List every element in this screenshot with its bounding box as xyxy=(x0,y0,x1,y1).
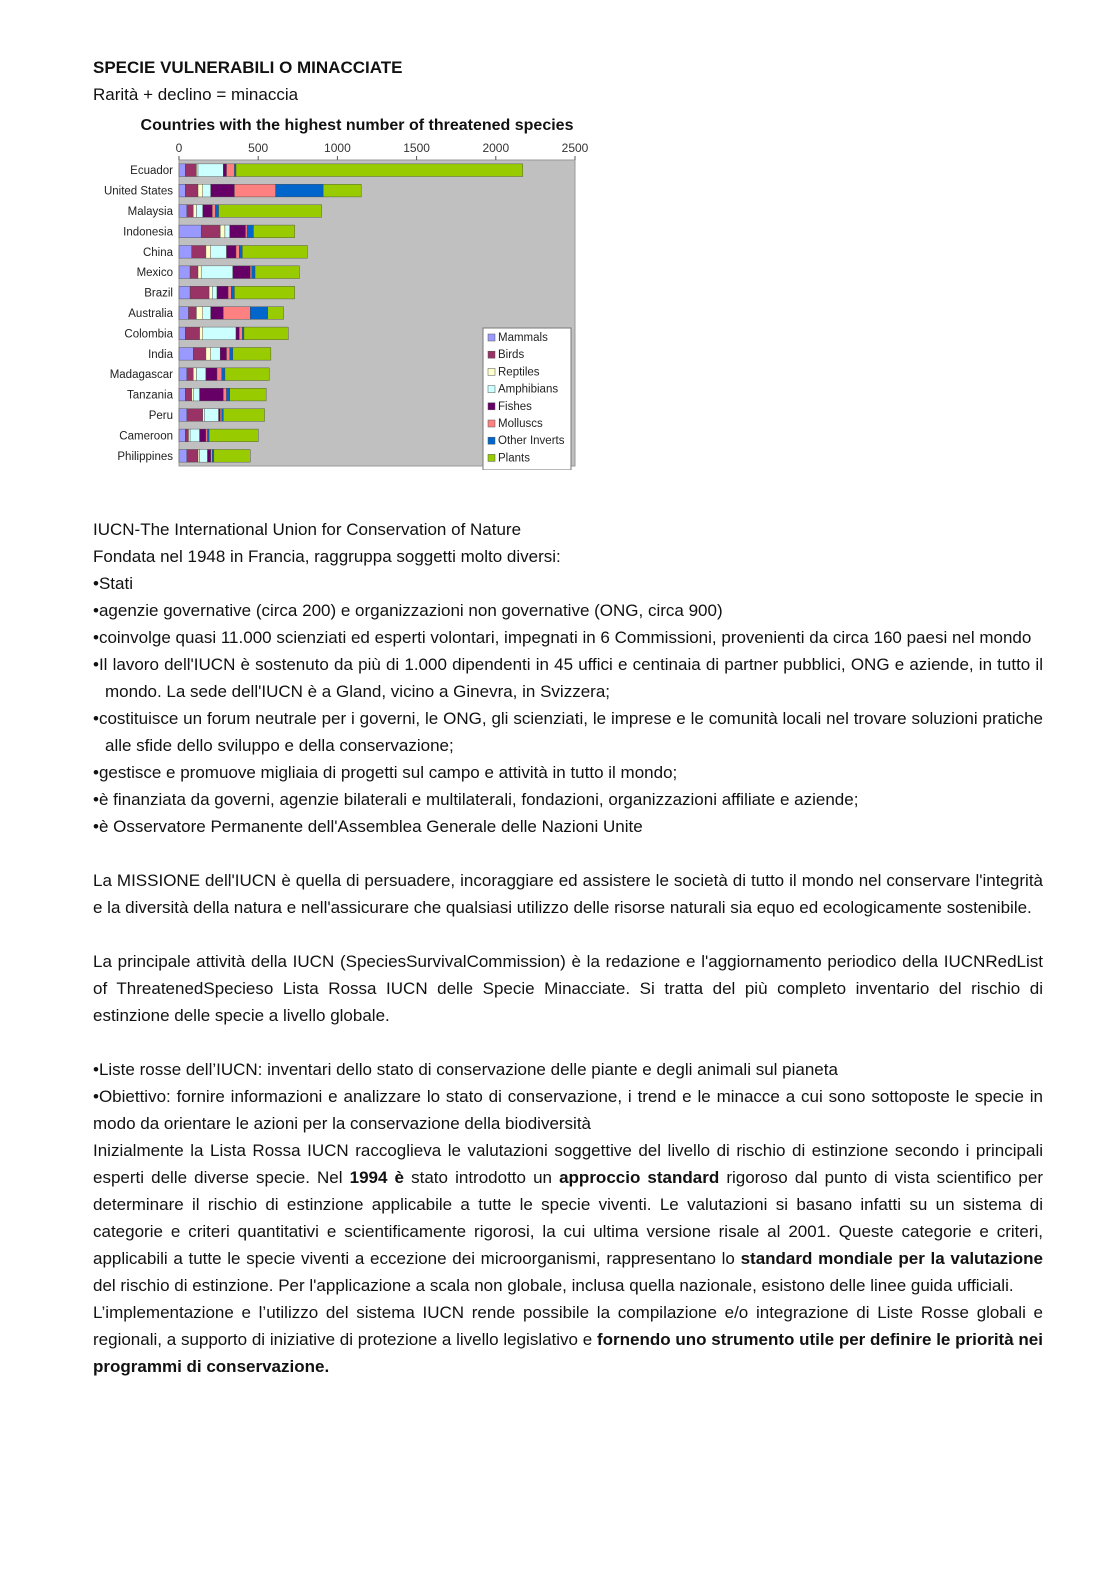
bar-segment xyxy=(236,164,523,177)
bar-segment xyxy=(211,184,235,197)
bar-segment xyxy=(244,327,288,340)
x-tick-label: 2500 xyxy=(561,141,589,155)
bar-segment xyxy=(206,368,217,381)
bar-segment xyxy=(193,205,196,218)
legend-entry: Amphibians xyxy=(498,383,559,396)
bar-segment xyxy=(239,327,242,340)
list-item: •Stati xyxy=(93,574,133,593)
list-item: •Obiettivo: fornire informazioni e analizzare lo stato di conservazione, i trend e le minacce a cui sono sottoposte le specie in modo da orientare le azioni per la conservazione della biodiversità xyxy=(93,1087,1043,1133)
bar-segment xyxy=(211,449,213,462)
category-label: Ecuador xyxy=(130,165,173,178)
activity-paragraph: La principale attività della IUCN (SpeciesSurvivalCommission) è la redazione e l'aggiornamento periodico della IUCNRedList of ThreatenedSpecieso Lista Rossa IUCN delle Specie Minacciate. Si tratta del più completo inventario del rischio di estinzione delle specie a livello globale. xyxy=(93,952,1043,1025)
list-item: •agenzie governative (circa 200) e organizzazioni non governative (ONG, circa 900) xyxy=(93,601,723,620)
bar-segment xyxy=(206,347,211,360)
bar-segment xyxy=(217,368,222,381)
legend-swatch xyxy=(488,368,495,375)
bar-segment xyxy=(179,347,193,360)
bar-segment xyxy=(185,184,198,197)
bar-segment xyxy=(179,307,189,320)
bar-segment xyxy=(198,449,200,462)
bar-segment xyxy=(225,368,269,381)
bar-segment xyxy=(225,225,230,238)
legend-swatch xyxy=(488,403,495,410)
bar-segment xyxy=(230,388,266,401)
category-label: China xyxy=(142,246,173,259)
bar-segment xyxy=(250,307,267,320)
bar-segment xyxy=(179,327,185,340)
bar-segment xyxy=(185,429,188,442)
x-tick-label: 1000 xyxy=(324,141,351,155)
bar-segment xyxy=(200,429,206,442)
legend-swatch xyxy=(488,334,495,341)
bar-segment xyxy=(179,388,185,401)
bar-segment xyxy=(189,307,197,320)
bar-segment xyxy=(220,409,222,422)
bar-segment xyxy=(196,164,198,177)
bar-segment xyxy=(236,327,239,340)
bar-segment xyxy=(179,225,201,238)
bar-segment xyxy=(217,286,228,299)
bar-segment xyxy=(203,409,205,422)
bar-segment xyxy=(201,225,220,238)
bar-segment xyxy=(189,429,191,442)
bar-segment xyxy=(247,225,253,238)
bar-segment xyxy=(242,327,244,340)
legend-entry: Other Inverts xyxy=(498,435,565,448)
bar-segment xyxy=(209,429,258,442)
bar-segment xyxy=(179,449,187,462)
bar-segment xyxy=(201,266,233,279)
bar-segment xyxy=(203,307,211,320)
legend-entry: Plants xyxy=(498,452,530,465)
bar-segment xyxy=(198,266,201,279)
bar-segment xyxy=(233,347,271,360)
bar-segment xyxy=(196,205,202,218)
bar-segment xyxy=(223,388,226,401)
bar-segment xyxy=(198,164,223,177)
bar-segment xyxy=(215,205,218,218)
bar-segment xyxy=(212,286,217,299)
chart-title: Countries with the highest number of threatened species xyxy=(140,117,574,134)
category-label: Australia xyxy=(128,308,173,320)
x-tick-label: 500 xyxy=(248,141,269,155)
bar-segment xyxy=(234,164,236,177)
bar-segment xyxy=(179,368,187,381)
category-label: Cameroon xyxy=(119,430,173,443)
bar-segment xyxy=(185,164,196,177)
bar-segment xyxy=(185,327,199,340)
bar-segment xyxy=(179,409,187,422)
list-item: •Il lavoro dell'IUCN è sostenuto da più di 1.000 dipendenti in 45 uffici e centinaia di partner pubblici, ONG e aziende, in tutto il mondo. La sede dell'IUCN è a Gland, vicino a Ginevra, in Svizzera; xyxy=(93,655,1043,701)
bar-segment xyxy=(268,307,284,320)
bar-segment xyxy=(227,388,230,401)
bar-segment xyxy=(179,286,190,299)
bar-segment xyxy=(193,347,206,360)
bar-segment xyxy=(193,368,196,381)
x-tick-label: 1500 xyxy=(403,141,430,155)
bar-segment xyxy=(203,327,236,340)
x-tick-label: 0 xyxy=(175,141,183,155)
category-label: Colombia xyxy=(124,328,173,341)
bar-segment xyxy=(222,368,225,381)
bar-segment xyxy=(219,409,221,422)
legend-swatch xyxy=(488,454,495,461)
category-label: Peru xyxy=(148,410,173,422)
chart-svg xyxy=(93,110,603,470)
category-label: Philippines xyxy=(117,450,173,463)
bar-segment xyxy=(223,409,264,422)
legend-entry: Molluscs xyxy=(498,418,543,430)
bar-segment xyxy=(179,429,185,442)
bar-segment xyxy=(200,388,224,401)
legend-entry: Reptiles xyxy=(498,366,540,379)
list-item: •costituisce un forum neutrale per i governi, le ONG, gli scienziati, le imprese e le comunità locali nel trovare soluzioni pratiche alle sfide dello sviluppo e della conservazione; xyxy=(93,709,1043,755)
bar-segment xyxy=(209,286,212,299)
page-heading: SPECIE VULNERABILI O MINACCIATE xyxy=(93,58,403,77)
bar-segment xyxy=(198,184,203,197)
bar-segment xyxy=(203,184,211,197)
legend-entry: Mammals xyxy=(498,332,548,344)
category-label: United States xyxy=(103,185,173,198)
bar-segment xyxy=(192,245,206,258)
bar-segment xyxy=(222,409,224,422)
bar-segment xyxy=(206,245,211,258)
bar-segment xyxy=(233,266,250,279)
bar-segment xyxy=(228,286,231,299)
bar-segment xyxy=(179,205,187,218)
bar-segment xyxy=(206,429,208,442)
category-label: India xyxy=(148,348,173,361)
bar-segment xyxy=(220,225,225,238)
bar-segment xyxy=(236,245,239,258)
list-item: •coinvolge quasi 11.000 scienziati ed esperti volontari, impegnati in 6 Commissioni, provenienti da circa 160 paesi nel mondo xyxy=(93,628,1032,647)
bar-segment xyxy=(253,225,294,238)
bar-segment xyxy=(211,245,227,258)
bar-segment xyxy=(192,388,194,401)
category-label: Mexico xyxy=(136,267,173,280)
bar-segment xyxy=(208,449,211,462)
implementation-paragraph: L’implementazione e l’utilizzo del sistema IUCN rende possibile la compilazione e/o integrazione di Liste Rosse globali e regionali, a supporto di iniziative di protezione a livello legislativo e fornendo uno strumento utile per definire le priorità nei programmi di conservazione. xyxy=(93,1303,1043,1376)
bar-segment xyxy=(246,225,248,238)
x-tick-label: 2000 xyxy=(482,141,510,155)
bar-segment xyxy=(276,184,324,197)
iucn-title: IUCN-The International Union for Conservation of Nature xyxy=(93,520,522,539)
bar-segment xyxy=(212,205,215,218)
bar-segment xyxy=(187,368,193,381)
legend-swatch xyxy=(488,437,495,444)
list-item: •è finanziata da governi, agenzie bilaterali e multilaterali, fondazioni, organizzazioni affiliate e aziende; xyxy=(93,790,859,809)
list-item: •è Osservatore Permanente dell'Assemblea Generale delle Nazioni Unite xyxy=(93,817,643,836)
legend-swatch xyxy=(488,386,495,393)
list-item: •Liste rosse dell’IUCN: inventari dello stato di conservazione delle piante e degli animali sul pianeta xyxy=(93,1060,838,1079)
bar-segment xyxy=(204,409,218,422)
bar-segment xyxy=(234,286,294,299)
category-label: Indonesia xyxy=(123,226,173,239)
mission-paragraph: La MISSIONE dell'IUCN è quella di persuadere, incoraggiare ed assistere le società di tutto il mondo nel conservare l'integrità e la diversità della natura e nell'assicurare che qualsiasi utilizzo delle risorse naturali sia equo ed ecologicamente sostenibile. xyxy=(93,871,1043,917)
bar-segment xyxy=(227,164,235,177)
bar-segment xyxy=(196,307,202,320)
threatened-species-chart xyxy=(93,110,603,470)
iucn-founded: Fondata nel 1948 in Francia, raggruppa soggetti molto diversi: xyxy=(93,547,561,566)
bar-segment xyxy=(220,347,226,360)
bar-segment xyxy=(250,266,252,279)
bar-segment xyxy=(214,449,250,462)
legend-box xyxy=(483,328,571,470)
bar-segment xyxy=(227,347,230,360)
bar-segment xyxy=(193,388,199,401)
bar-segment xyxy=(190,266,198,279)
bar-segment xyxy=(211,347,221,360)
bar-segment xyxy=(239,245,242,258)
bar-segment xyxy=(323,184,361,197)
bar-segment xyxy=(179,266,190,279)
document-page xyxy=(93,54,1043,1380)
standard-paragraph: Inizialmente la Lista Rossa IUCN raccoglieva le valutazioni soggettive del livello di rischio di estinzione secondo i principali esperti delle diverse specie. Nel 1994 è stato introdotto un approccio standard rigoroso dal punto di vista scientifico per determinare il rischio di estinzione applicabile a tutte le specie viventi. Le valutazioni si basano infatti su un sistema di categorie e criteri quantitativi e scientificamente rigorosi, la cui ultima versione risale al 2001. Queste categorie e criteri, applicabili a tutte le specie viventi a eccezione dei microorganismi, rappresentano lo standard mondiale per la valutazione del rischio di estinzione. Per l'applicazione a scala non globale, inclusa quella nazionale, esistono delle linee guida ufficiali. xyxy=(93,1141,1043,1295)
category-label: Tanzania xyxy=(126,389,173,402)
bar-segment xyxy=(187,449,198,462)
category-label: Madagascar xyxy=(109,369,173,382)
bar-segment xyxy=(255,266,299,279)
bar-segment xyxy=(227,245,237,258)
legend-entry: Birds xyxy=(498,349,525,362)
bar-segment xyxy=(211,307,224,320)
bar-segment xyxy=(219,205,322,218)
bar-segment xyxy=(230,225,246,238)
list-item: •gestisce e promuove migliaia di progetti sul campo e attività in tutto il mondo; xyxy=(93,763,678,782)
bar-segment xyxy=(203,205,213,218)
legend-entry: Fishes xyxy=(498,400,532,413)
page-subheading: Rarità + declino = minaccia xyxy=(93,85,299,104)
bar-segment xyxy=(223,307,250,320)
bar-segment xyxy=(179,164,185,177)
bar-segment xyxy=(252,266,255,279)
bar-segment xyxy=(231,286,234,299)
bar-segment xyxy=(223,164,226,177)
bar-segment xyxy=(179,184,185,197)
bar-segment xyxy=(187,409,203,422)
bar-segment xyxy=(187,205,193,218)
bar-segment xyxy=(179,245,192,258)
bar-segment xyxy=(190,429,200,442)
bar-segment xyxy=(242,245,307,258)
bar-segment xyxy=(230,347,233,360)
legend-swatch xyxy=(488,351,495,358)
legend-swatch xyxy=(488,420,495,427)
bar-segment xyxy=(185,388,191,401)
bar-segment xyxy=(234,184,275,197)
bar-segment xyxy=(200,449,208,462)
category-label: Malaysia xyxy=(127,206,173,218)
bar-segment xyxy=(208,429,210,442)
bar-segment xyxy=(212,449,214,462)
bar-segment xyxy=(200,327,203,340)
bar-segment xyxy=(196,368,206,381)
category-label: Brazil xyxy=(144,287,173,300)
bar-segment xyxy=(190,286,209,299)
